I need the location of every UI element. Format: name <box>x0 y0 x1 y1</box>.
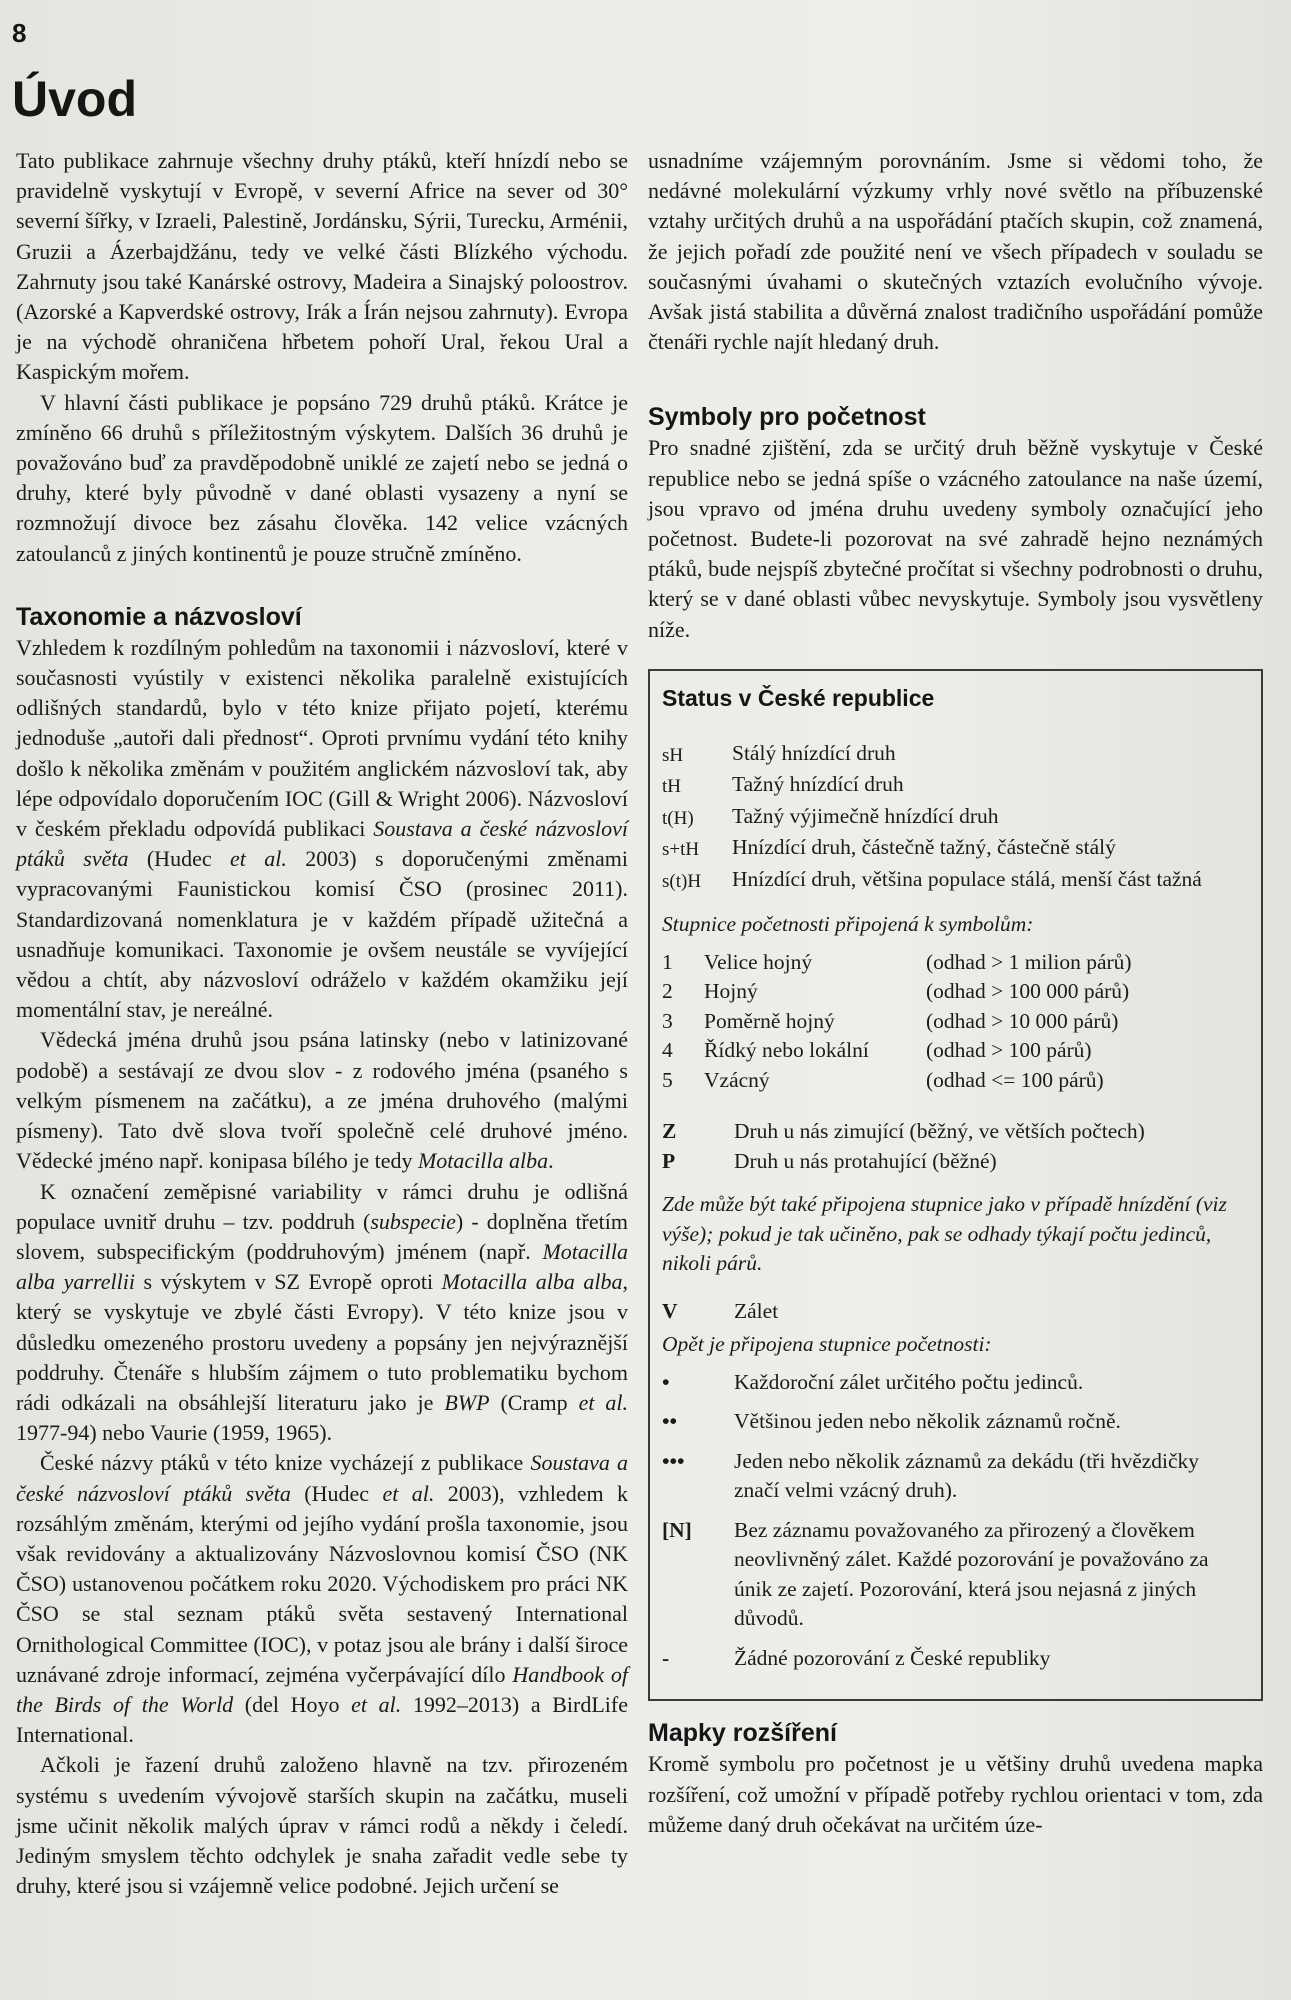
chapter-title: Úvod <box>12 71 137 127</box>
status-code-desc: Tažný hnízdící druh <box>732 772 904 797</box>
page-number: 8 <box>12 18 27 48</box>
status-code-desc: Tažný výjimečně hnízdící druh <box>732 803 999 828</box>
status-code-desc: Stálý hnízdící druh <box>732 740 896 765</box>
scale-note: Stupnice početnosti připojená k symbolům: <box>662 912 1034 937</box>
maps-heading: Mapky rozšíření <box>648 1719 837 1748</box>
status-code: s+tH <box>662 839 700 861</box>
status-legend-box <box>648 669 1263 1702</box>
taxonomy-paragraph-4: České názvy ptáků v této knize vycházejí z publikace Soustava a české názvosloví ptáků světa (Hudec et al. 2003), vzhledem k rozsáhlým změnám, kterými od jejího vydání prošla taxonomie, jsou však revidovány a aktualizovány Názvoslovnou komisí ČSO (NK ČSO) ustanovenou počátkem roku 2020. Východiskem pro práci NK ČSO se stal seznam ptáků světa sestavený International Ornithological Committee (IOC), v potaz jsou ale brány i další široce uznávané zdroje informací, zejména vyčerpávající dílo Handbook of the Birds of the World (del Hoyo et al. 1992–2013) a BirdLife International. <box>16 1450 628 1748</box>
vagrant-mark: ••• <box>662 1448 685 1473</box>
wintering-row: Z Druh u nás zimující (běžný, ve větších počtech) <box>662 1119 1145 1144</box>
intro-paragraph-2: V hlavní části publikace je popsáno 729 druhů ptáků. Krátce je zmíněno 66 druhů s příležitostným výskytem. Dalších 36 druhů je považováno buď za pravděpodobně uniklé ze zajetí nebo se jedná o druhy, které byly původně v dané oblasti vysazeny a nyní se rozmnožují divoce bez zásahu člověka. 142 velice vzácných zatoulanců z jiných kontinentů je pouze stručně zmíněno. <box>16 389 628 566</box>
vagrant-mark: - <box>662 1645 670 1670</box>
vagrant-mark-row: • Každoroční zálet určitého počtu jedinců. <box>662 1368 1247 1398</box>
scale-row: 3 Poměrně hojný (odhad > 10 000 párů) <box>662 1008 1119 1033</box>
taxonomy-heading: Taxonomie a názvosloví <box>16 602 302 631</box>
scale-row: 5 Vzácný (odhad <= 100 párů) <box>662 1067 1104 1092</box>
vagrant-mark: [N] <box>662 1517 692 1542</box>
vagrant-mark-row: •• Většinou jeden nebo několik záznamů ročně. <box>662 1407 1247 1437</box>
status-code-row <box>662 833 1247 865</box>
intro-paragraph-1: Tato publikace zahrnuje všechny druhy ptáků, kteří hnízdí nebo se pravidelně vyskytují v Evropě, v severní Africe na sever od 30° severní šířky, v Izraeli, Palestině, Jordánsku, Sýrii, Turecku, Arménii, Gruzii a Ázerbajdžánu, tedy ve velké části Blízkého východu. Zahrnuty jsou také Kanárské ostrovy, Madeira a Sinajský poloostrov. (Azorské a Kapverdské ostrovy, Irák a Írán nejsou zahrnuty). Evropa je na východě ohraničena hřbetem pohoří Ural, řekou Ural a Kaspickým mořem. <box>16 148 628 385</box>
vagrant-mark-row: [N] Bez záznamu považovaného za přirozený a člověkem neovlivněný zálet. Každé pozorování je považováno za únik ze zajetí. Pozorování, která jsou nejasná z jiných důvodů. <box>662 1517 1209 1631</box>
symbols-paragraph: Pro snadné zjištění, zda se určitý druh běžně vyskytuje v České republice nebo se jedná spíše o vzácného zatoulance na naše území, jsou vpravo od jména druhu uvedeny symboly označující jeho početnost. Budete-li pozorovat na své zahradě hejno neznámých ptáků, bude nejspíš zbytečné pročítat si všechny podrobnosti o druhu, který se v dané oblasti vůbec nevyskytuje. Symboly jsou vysvětleny níže. <box>648 435 1263 642</box>
maps-paragraph: Kromě symbolu pro početnost je u většiny druhů uvedena mapka rozšíření, což umožní v případě potřeby rychlou orientaci v tom, zda můžeme daný druh očekávat na určitém úze- <box>648 1751 1263 1837</box>
status-code: s(t)H <box>662 870 702 892</box>
symbols-heading: Symboly pro početnost <box>648 403 926 432</box>
status-code-row <box>662 739 1247 771</box>
taxonomy-paragraph-2: Vědecká jména druhů jsou psána latinsky (nebo v latinizované podobě) a sestávají ze dvou slov - z rodového jména (psaného s velkým písmenem na začátku), a ze jména druhového (malými písmeny). Tato dvě slova tvoří společně celé druhové jméno. Vědecké jméno např. konipasa bílého je tedy Motacilla alba. <box>16 1027 628 1174</box>
right-intro-paragraph: usnadníme vzájemným porovnáním. Jsme si vědomi toho, že nedávné molekulární výzkumy vrhly nové světlo na příbuzenské vztahy určitých druhů a na uspořádání ptačích skupin, což znamená, že jejich pořadí zde použité není ve všech případech v souladu se současnými úvahami o skutečných vztazích evolučního vývoje. Avšak jistá stabilita a důvěrná znalost tradičního uspořádání pomůže čtenáři rychle najít hledaný druh. <box>648 148 1263 355</box>
right-column <box>648 146 1263 1840</box>
vagrant-mark: • <box>662 1369 670 1394</box>
scale-row: 4 Řídký nebo lokální (odhad > 100 párů) <box>662 1038 1092 1063</box>
passage-row: P Druh u nás protahující (běžné) <box>662 1148 997 1173</box>
status-box-title: Status v České republice <box>662 684 935 711</box>
vagrant-mark-row: ••• Jeden nebo několik záznamů za dekádu (tři hvězdičky značí velmi vzácný druh). <box>662 1448 1200 1503</box>
taxonomy-paragraph-3: K označení zeměpisné variability v rámci druhu je odlišná populace uvnitř druhu – tzv. poddruh (subspecie) - doplněna třetím slovem, subspecifickým (poddruhovým) jménem (např. Motacilla alba yarrellii s výskytem v SZ Evropě oproti Motacilla alba alba, který se vyskytuje ve zbylé části Evropy). V této knize jsou v důsledku omezeného prostoru uvedeny a popsány jen nejvýraznější poddruhy. Čtenáře s hlubším zájmem o tuto problematiku bychom rádi odkázali na obsáhlejší literaturu jako je BWP (Cramp et al. 1977-94) nebo Vaurie (1959, 1965). <box>16 1178 628 1446</box>
taxonomy-paragraph-1: Vzhledem k rozdílným pohledům na taxonomii i názvosloví, které v současnosti vyústily v existenci několika paralelně existujících odlišných standardů, bylo v této knize přijato pojetí, kterému jednoduše „autoři dali přednost“. Oproti prvnímu vydání této knihy došlo k několika změnám v použitém anglickém názvosloví tak, aby lépe odpovídalo doporučením IOC (Gill & Wright 2006). Názvosloví v českém překladu odpovídá publikaci Soustava a české názvosloví ptáků světa (Hudec et al. 2003) s doporučenými změnami vypracovanými Faunistickou komisí ČSO (prosinec 2011). Standardizovaná nomenklatura je v každém případě užitečná a usnadňuje komunikaci. Taxonomie je ovšem neustále se vyvíjející vědou a chtít, aby názvosloví odráželo v každém okamžiku její momentální stav, je nereálné. <box>16 634 628 1023</box>
status-code-row <box>662 770 1247 802</box>
status-code: sH <box>662 744 684 766</box>
scale-row: 2 Hojný (odhad > 100 000 párů) <box>662 979 1130 1004</box>
scale-row: 1 Velice hojný (odhad > 1 milion párů) <box>662 949 1132 974</box>
status-code-row <box>662 802 1247 834</box>
left-column <box>16 146 628 1901</box>
status-code-row <box>662 865 1247 897</box>
zp-note: Zde může být také připojena stupnice jako v případě hnízdění (viz výše); pokud je tak učiněno, pak se odhady týkají počtu jedinců, nikoli párů. <box>662 1192 1227 1276</box>
vagrant-row: V Zálet <box>662 1298 779 1323</box>
taxonomy-paragraph-5: Ačkoli je řazení druhů založeno hlavně na tzv. přirozeném systému s uvedením vývojově starších skupin na začátku, museli jsme učinit několik malých úprav v rámci rodů a někdy i čeledí. Jediným smyslem těchto odchylek je snaha zařadit vedle sebe ty druhy, které jsou si vzájemně velice podobné. Jejich určení se <box>16 1752 628 1899</box>
status-code-desc: Hnízdící druh, většina populace stálá, menší část tažná <box>732 866 1202 891</box>
vagrant-mark: •• <box>662 1409 678 1434</box>
vagrant-note: Opět je připojena stupnice početnosti: <box>662 1332 992 1357</box>
status-code-desc: Hnízdící druh, částečně tažný, částečně stálý <box>732 835 1116 860</box>
status-code: tH <box>662 776 681 798</box>
status-code: t(H) <box>662 807 694 829</box>
vagrant-mark-row: - Žádné pozorování z České republiky <box>662 1644 1247 1674</box>
